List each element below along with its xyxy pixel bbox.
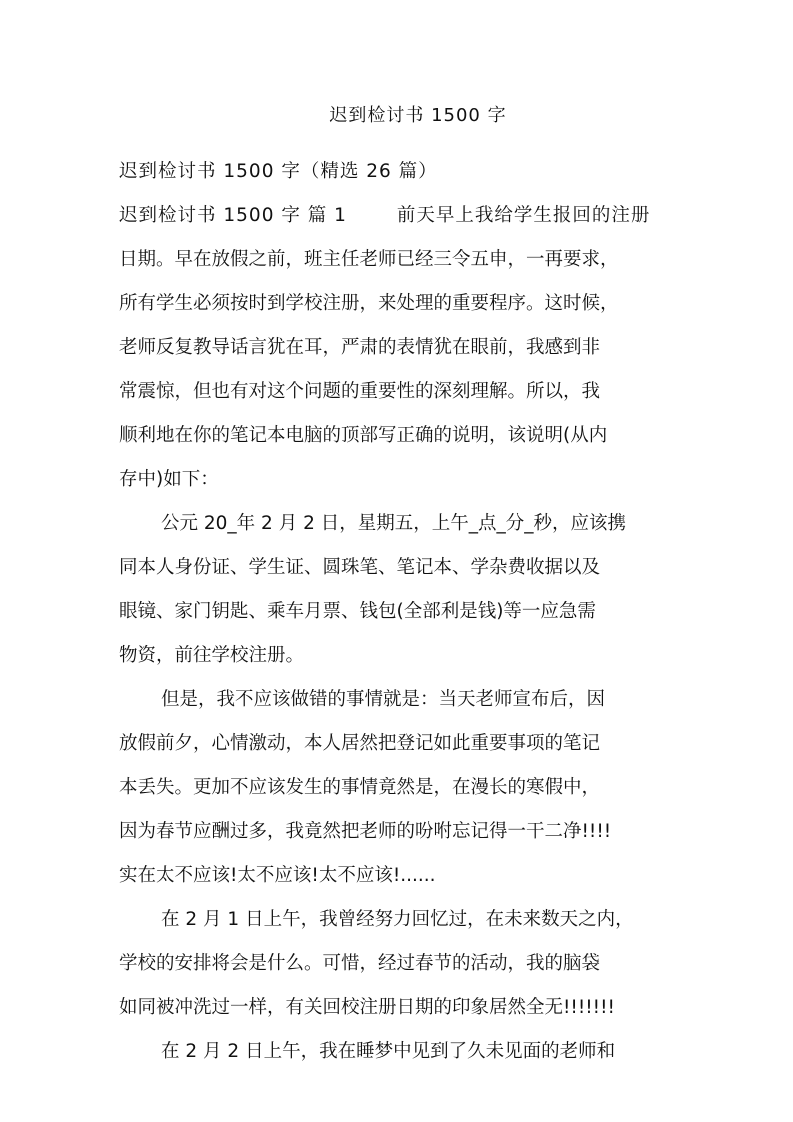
document-subtitle: 迟到检讨书 1500 字（精选 26 篇） — [119, 161, 438, 182]
paragraph-line: 所有学生必须按时到学校注册，来处理的重要程序。这时候， — [119, 293, 619, 314]
section-label: 迟到检讨书 1500 字 篇 1 — [119, 205, 347, 226]
paragraph-line: 本丢失。更加不应该发生的事情竟然是，在漫长的寒假中， — [119, 777, 601, 798]
paragraph-line: 如同被冲洗过一样，有关回校注册日期的印象居然全无!!!!!!! — [119, 997, 615, 1018]
paragraph-line: 常震惊，但也有对这个问题的重要性的深刻理解。所以，我 — [119, 381, 601, 402]
paragraph-line: 学校的安排将会是什么。可惜，经过春节的活动，我的脑袋 — [119, 953, 601, 974]
paragraph-line: 同本人身份证、学生证、圆珠笔、笔记本、学杂费收据以及 — [119, 557, 601, 578]
paragraph-line: 因为春节应酬过多，我竟然把老师的吩咐忘记得一干二净!!!! — [119, 821, 612, 842]
paragraph-line: 公元 20_年 2 月 2 日，星期五，上午_点_分_秒，应该携 — [161, 513, 626, 534]
document-title: 迟到检讨书 1500 字 — [329, 105, 507, 126]
paragraph-line: 物资，前往学校注册。 — [119, 645, 305, 666]
paragraph-line: 顺利地在你的笔记本电脑的顶部写正确的说明，该说明(从内 — [119, 425, 608, 446]
paragraph-line: 老师反复教导话言犹在耳，严肃的表情犹在眼前，我感到非 — [119, 337, 601, 358]
paragraph-line: 存中)如下： — [119, 469, 219, 490]
section-heading-line — [119, 201, 650, 231]
paragraph-line: 前天早上我给学生报回的注册 — [396, 205, 651, 226]
paragraph-line: 日期。早在放假之前，班主任老师已经三令五申，一再要求， — [119, 249, 619, 270]
paragraph-line: 在 2 月 2 日上午，我在睡梦中见到了久未见面的老师和 — [161, 1041, 616, 1062]
paragraph-line: 在 2 月 1 日上午，我曾经努力回忆过，在未来数天之内， — [161, 909, 634, 930]
paragraph-line: 眼镜、家门钥匙、乘车月票、钱包(全部利是钱)等一应急需 — [119, 601, 596, 622]
paragraph-line: 放假前夕，心情激动，本人居然把登记如此重要事项的笔记 — [119, 733, 601, 754]
paragraph-line: 但是，我不应该做错的事情就是：当天老师宣布后，因 — [161, 689, 606, 710]
paragraph-line: 实在太不应该!太不应该!太不应该!...... — [119, 865, 436, 886]
